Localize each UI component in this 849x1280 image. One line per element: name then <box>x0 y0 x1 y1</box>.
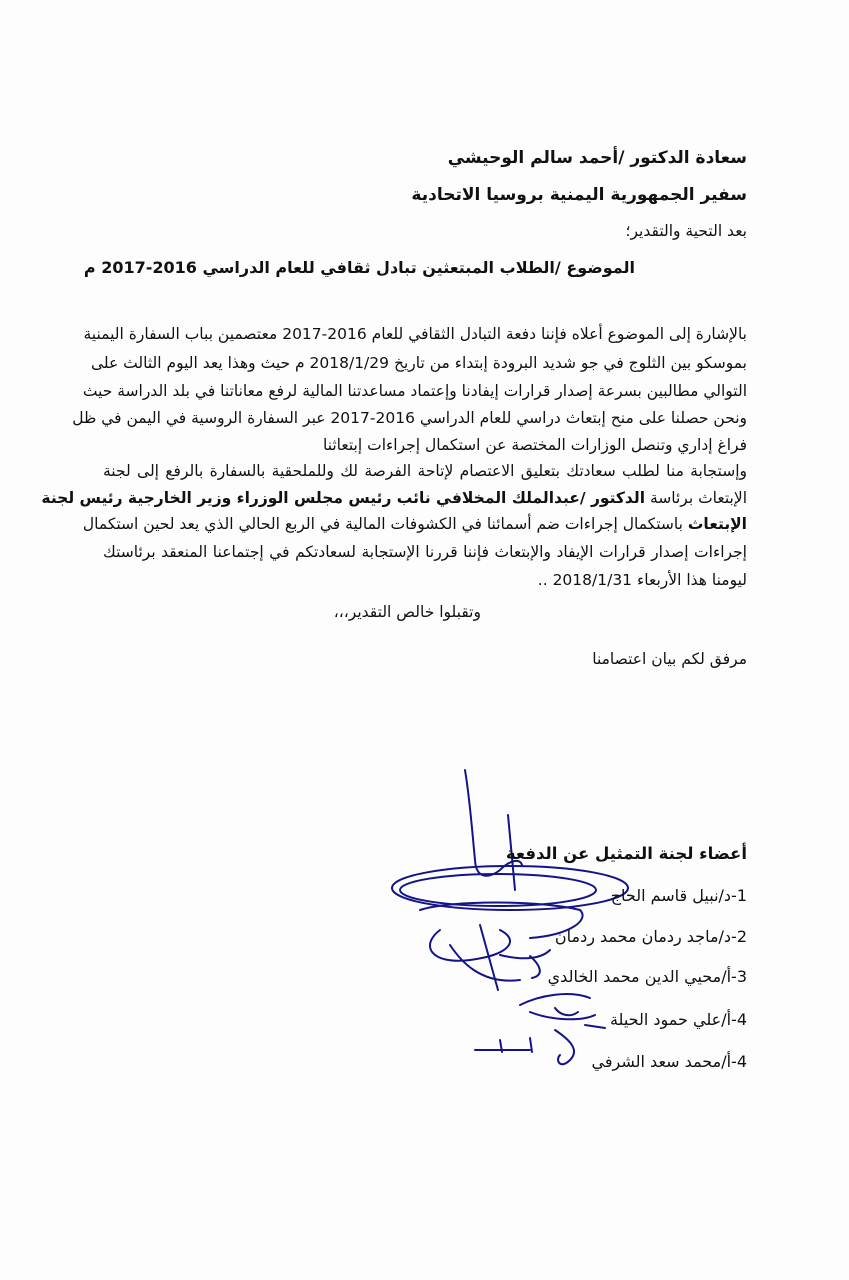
paragraph-text-bold: الدكتور /عبدالملك المخلافي نائب رئيس مجلس الوزراء وزير الخارجية رئيس لجنة <box>41 489 646 507</box>
handwritten-signatures <box>380 760 660 1090</box>
committee-member: 1-د/نبيل قاسم الحاج <box>610 886 747 905</box>
attachment-note: مرفق لكم بيان اعتصامنا <box>592 650 747 668</box>
signature-stroke <box>450 945 520 981</box>
paragraph-line: ليومنا هذا الأربعاء 2018/1/31 .. <box>537 571 747 589</box>
paragraph-text: باستكمال إجراءات ضم أسمائنا في الكشوفات المالية في الربع الحالي الذي يعد لحين استكمال <box>82 515 688 533</box>
signature-stroke <box>555 1008 578 1015</box>
closing-line: وتقبلوا خالص التقدير،،، <box>333 603 481 621</box>
paragraph-line: وإستجابة منا لطلب سعادتك بتعليق الاعتصام لإتاحة الفرصة لك وللملحقية بالسفارة بالرفع إلى لجنة <box>103 462 747 480</box>
committee-member: 4-أ/محمد سعد الشرفي <box>591 1052 747 1071</box>
signature-stroke <box>500 950 550 958</box>
signature-stroke <box>555 1030 574 1064</box>
paragraph-line: التوالي مطالبين بسرعة إصدار قرارات إيفادنا وإعتماد مساعدتنا المالية لرفع معاناتنا في بلد الدراسة حيث <box>82 382 747 400</box>
paragraph-line: بموسكو بين الثلوج في جو شديد البرودة إبتداء من تاريخ 2018/1/29 م حيث وهذا يعد اليوم الثالث على <box>90 354 747 372</box>
paragraph-text-bold: الإبتعاث <box>687 515 747 533</box>
signature-stroke <box>530 956 540 978</box>
paragraph-line: بالإشارة إلى الموضوع أعلاه فإننا دفعة التبادل الثقافي للعام 2016-2017 معتصمين بباب السفارة اليمنية <box>83 325 747 343</box>
recipient-name: سعادة الدكتور /أحمد سالم الوحيشي <box>447 148 747 168</box>
committee-member: 3-أ/محيي الدين محمد الخالدي <box>547 967 747 986</box>
paragraph-text: الإبتعاث برئاسة <box>645 489 747 507</box>
paragraph-line: ونحن حصلنا على منح إبتعاث دراسي للعام الدراسي 2016-2017 عبر السفارة الروسية في اليمن في ظل <box>72 409 747 427</box>
recipient-title: سفير الجمهورية اليمنية بروسيا الاتحادية <box>411 185 747 205</box>
committee-member: 4-أ/علي حمود الحيلة <box>609 1010 747 1029</box>
subject-line: الموضوع /الطلاب المبتعثين تبادل ثقافي للعام الدراسي 2016-2017 م <box>83 258 635 277</box>
committee-title: أعضاء لجنة التمثيل عن الدفعة <box>505 844 747 863</box>
paragraph-line-mixed <box>41 489 747 507</box>
greeting: بعد التحية والتقدير؛ <box>625 222 747 240</box>
committee-member: 2-د/ماجد ردمان محمد ردمان <box>554 927 747 946</box>
paragraph-line: إجراءات إصدار قرارات الإيفاد والإبتعاث فإننا قررنا الإستجابة لسعادتكم في إجتماعنا المنعقد برئاستك <box>103 543 747 561</box>
signature-stroke <box>520 994 590 1005</box>
paragraph-line: فراغ إداري وتنصل الوزارات المختصة عن استكمال إجراءات إبتعاثنا <box>322 436 747 454</box>
signature-stroke <box>465 770 475 860</box>
signature-stroke <box>400 874 596 906</box>
paragraph-line-mixed <box>82 515 747 533</box>
signature-stroke <box>430 930 510 961</box>
signature-stroke <box>585 1025 605 1028</box>
